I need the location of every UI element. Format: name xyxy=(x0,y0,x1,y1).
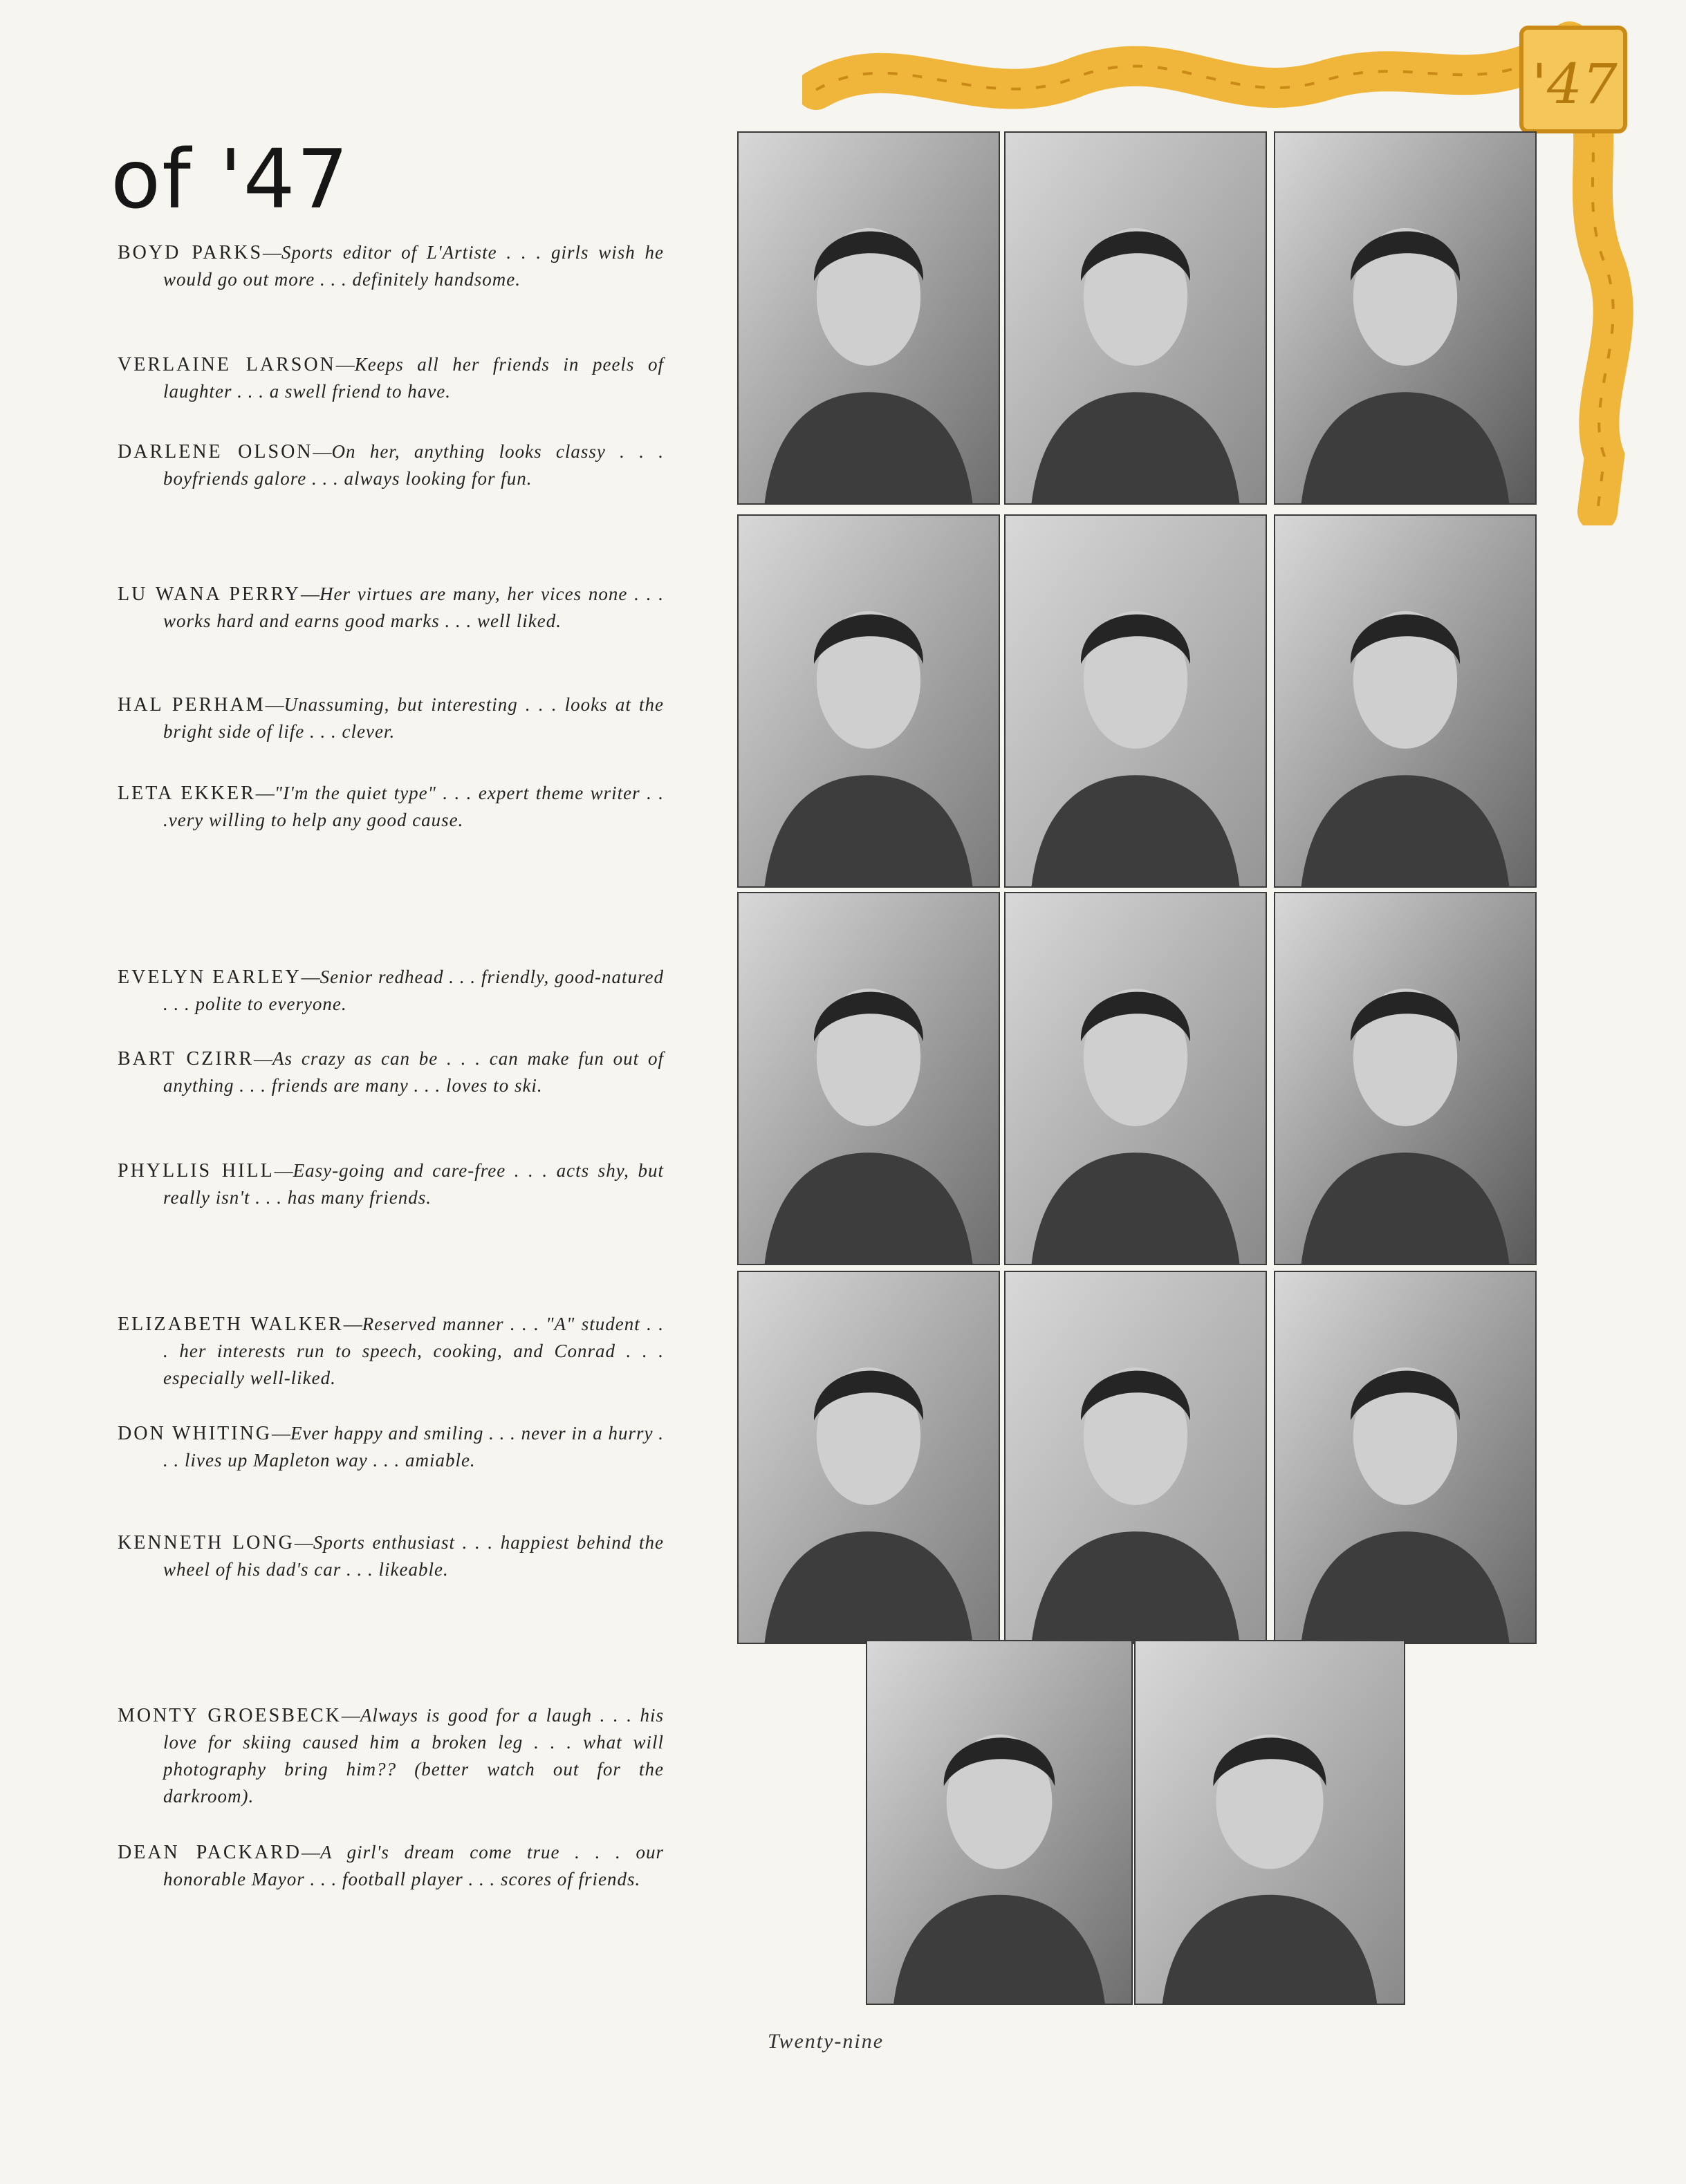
senior-portrait-photo xyxy=(737,892,1000,1265)
senior-description: Keeps all her friends in peels of laughter . . . a swell friend to have. xyxy=(163,354,664,402)
senior-portrait-photo xyxy=(1004,131,1267,505)
senior-name: DON WHITING xyxy=(118,1423,272,1444)
senior-description: Always is good for a laugh . . . his love for skiing caused him a broken leg . . . what will photography bring him?? (better watch out for the darkroom). xyxy=(163,1705,665,1807)
senior-name: PHYLLIS HILL xyxy=(118,1160,275,1182)
senior-description: Senior redhead . . . friendly, good-natured . . . polite to everyone. xyxy=(163,967,664,1014)
senior-portrait-photo xyxy=(1004,892,1267,1265)
senior-entry: VERLAINE LARSON—Keeps all her friends in peels of laughter . . . a swell friend to have. xyxy=(118,354,664,402)
senior-entry: KENNETH LONG—Sports enthusiast . . . happiest behind the wheel of his dad's car . . . likeable. xyxy=(118,1532,664,1580)
senior-description: Ever happy and smiling . . . never in a hurry . . . lives up Mapleton way . . . amiable. xyxy=(163,1423,665,1471)
senior-description: On her, anything looks classy . . . boyfriends galore . . . always looking for fun. xyxy=(163,441,664,489)
senior-name: ELIZABETH WALKER xyxy=(118,1314,344,1335)
senior-name: HAL PERHAM xyxy=(118,694,266,716)
senior-portrait-photo xyxy=(1274,1271,1537,1644)
senior-name: BART CZIRR xyxy=(118,1048,254,1070)
senior-entry: MONTY GROESBECK—Always is good for a laugh . . . his love for skiing caused him a broken leg . . . what will photography bring him?? (better watch out for the darkroom). xyxy=(118,1705,665,1807)
senior-name: MONTY GROESBECK xyxy=(118,1705,342,1726)
senior-entry: LETA EKKER—"I'm the quiet type" . . . expert theme writer . . .very willing to help any good cause. xyxy=(118,783,664,830)
senior-name: LETA EKKER xyxy=(118,783,256,804)
senior-description: Reserved manner . . . "A" student . . . her interests run to speech, cooking, and Conrad . . . especially well-liked. xyxy=(163,1314,664,1388)
page-title: of '47 xyxy=(111,131,350,227)
senior-entry: LU WANA PERRY—Her virtues are many, her vices none . . . works hard and earns good marks . . . well liked. xyxy=(118,584,664,631)
senior-description: Sports enthusiast . . . happiest behind the wheel of his dad's car . . . likeable. xyxy=(163,1532,664,1580)
senior-name: KENNETH LONG xyxy=(118,1532,295,1553)
senior-description: Unassuming, but interesting . . . looks at the bright side of life . . . clever. xyxy=(163,694,664,742)
senior-entry: DEAN PACKARD—A girl's dream come true . . . our honorable Mayor . . . football player . . . scores of friends. xyxy=(118,1842,664,1889)
senior-entry: EVELYN EARLEY—Senior redhead . . . friendly, good-natured . . . polite to everyone. xyxy=(118,967,664,1014)
senior-name: DARLENE OLSON xyxy=(118,441,313,463)
senior-name: LU WANA PERRY xyxy=(118,584,302,605)
senior-portrait-photo xyxy=(1134,1640,1405,2005)
senior-entry: BART CZIRR—As crazy as can be . . . can make fun out of anything . . . friends are many . . . loves to ski. xyxy=(118,1048,664,1096)
senior-name: BOYD PARKS xyxy=(118,242,263,263)
senior-portrait-photo xyxy=(737,131,1000,505)
senior-description: Her virtues are many, her vices none . . . works hard and earns good marks . . . well liked. xyxy=(163,584,664,631)
senior-portrait-photo xyxy=(737,514,1000,888)
senior-description: Easy-going and care-free . . . acts shy, but really isn't . . . has many friends. xyxy=(163,1160,664,1208)
senior-entry: ELIZABETH WALKER—Reserved manner . . . "A" student . . . her interests run to speech, cooking, and Conrad . . . especially well-liked. xyxy=(118,1314,664,1388)
senior-name: EVELYN EARLEY xyxy=(118,967,302,988)
senior-portrait-photo xyxy=(1004,1271,1267,1644)
senior-portrait-photo xyxy=(1274,514,1537,888)
senior-entry: PHYLLIS HILL—Easy-going and care-free . . . acts shy, but really isn't . . . has many friends. xyxy=(118,1160,664,1208)
senior-description: Sports editor of L'Artiste . . . girls wish he would go out more . . . definitely handsome. xyxy=(163,242,664,290)
senior-entry: BOYD PARKS—Sports editor of L'Artiste . . . girls wish he would go out more . . . definitely handsome. xyxy=(118,242,664,290)
senior-entry: HAL PERHAM—Unassuming, but interesting . . . looks at the bright side of life . . . clever. xyxy=(118,694,664,742)
senior-description: A girl's dream come true . . . our honorable Mayor . . . football player . . . scores of friends. xyxy=(163,1842,664,1889)
senior-portrait-photo xyxy=(1274,131,1537,505)
senior-entry: DON WHITING—Ever happy and smiling . . . never in a hurry . . . lives up Mapleton way . . . amiable. xyxy=(118,1423,665,1471)
page-number: Twenty-nine xyxy=(768,2030,884,2053)
senior-portrait-photo xyxy=(1274,892,1537,1265)
senior-portrait-photo xyxy=(737,1271,1000,1644)
senior-name: VERLAINE LARSON xyxy=(118,354,336,375)
senior-description: "I'm the quiet type" . . . expert theme writer . . .very willing to help any good cause. xyxy=(163,783,664,830)
corner-year-label: '47 xyxy=(1532,52,1618,116)
senior-entry: DARLENE OLSON—On her, anything looks classy . . . boyfriends galore . . . always looking for fun. xyxy=(118,441,664,489)
senior-name: DEAN PACKARD xyxy=(118,1842,302,1863)
senior-portrait-photo xyxy=(1004,514,1267,888)
senior-description: As crazy as can be . . . can make fun out of anything . . . friends are many . . . loves to ski. xyxy=(163,1048,664,1096)
senior-portrait-photo xyxy=(866,1640,1133,2005)
